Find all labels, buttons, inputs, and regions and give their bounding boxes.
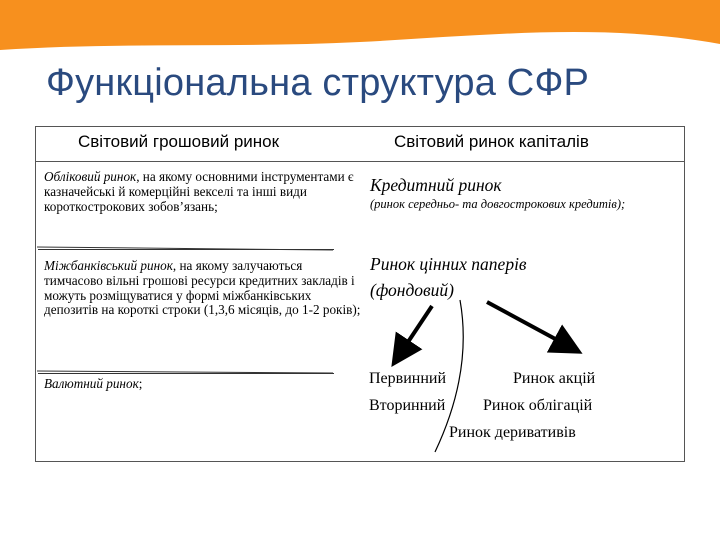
discount-market-desc: , на якому основними інструментами є казначейські й комерційні векселі та інші види короткострокових зобов’язань; [44,169,354,214]
securities-line-1: Ринок цінних паперів [370,254,527,274]
securities-line-2: (фондовий) [370,280,454,300]
discount-market-term: Обліковий ринок [44,169,137,184]
header-money-market: Світовий грошовий ринок [78,132,280,151]
securities-market-title [370,251,527,303]
stock-market: Ринок акцій [513,370,596,387]
derivatives-market: Ринок деривативів [449,424,576,441]
secondary-market: Вторинний [369,397,446,414]
orange-banner [0,0,720,60]
currency-market-text [44,377,364,392]
currency-market-term: Валютний ринок [44,376,139,391]
interbank-market-term: Міжбанківський ринок [44,258,173,273]
credit-market-subtitle: (ринок середньо- та довгострокових кредитів); [370,197,626,211]
left-divider-1 [38,249,334,250]
credit-market-title: Кредитний ринок [370,175,502,195]
currency-market-desc: ; [138,376,143,391]
header-capital-market: Світовий ринок капіталів [394,132,589,151]
primary-market: Первинний [369,370,447,387]
left-divider-2 [38,373,334,374]
bond-market: Ринок облігацій [483,397,593,414]
interbank-market-desc: , на якому залучаються тимчасово вільні грошові ресурси кредитних закладів і можуть розміщуватися у формі міжбанківських депозитів на короткі строки (1,3,6 місяців, до 1-2 років); [44,258,361,318]
market-structure-table [35,126,685,462]
interbank-market-text [44,259,364,318]
header-divider [36,161,684,162]
discount-market-text [44,170,364,214]
page-title: Функціональна структура СФР [46,62,590,104]
